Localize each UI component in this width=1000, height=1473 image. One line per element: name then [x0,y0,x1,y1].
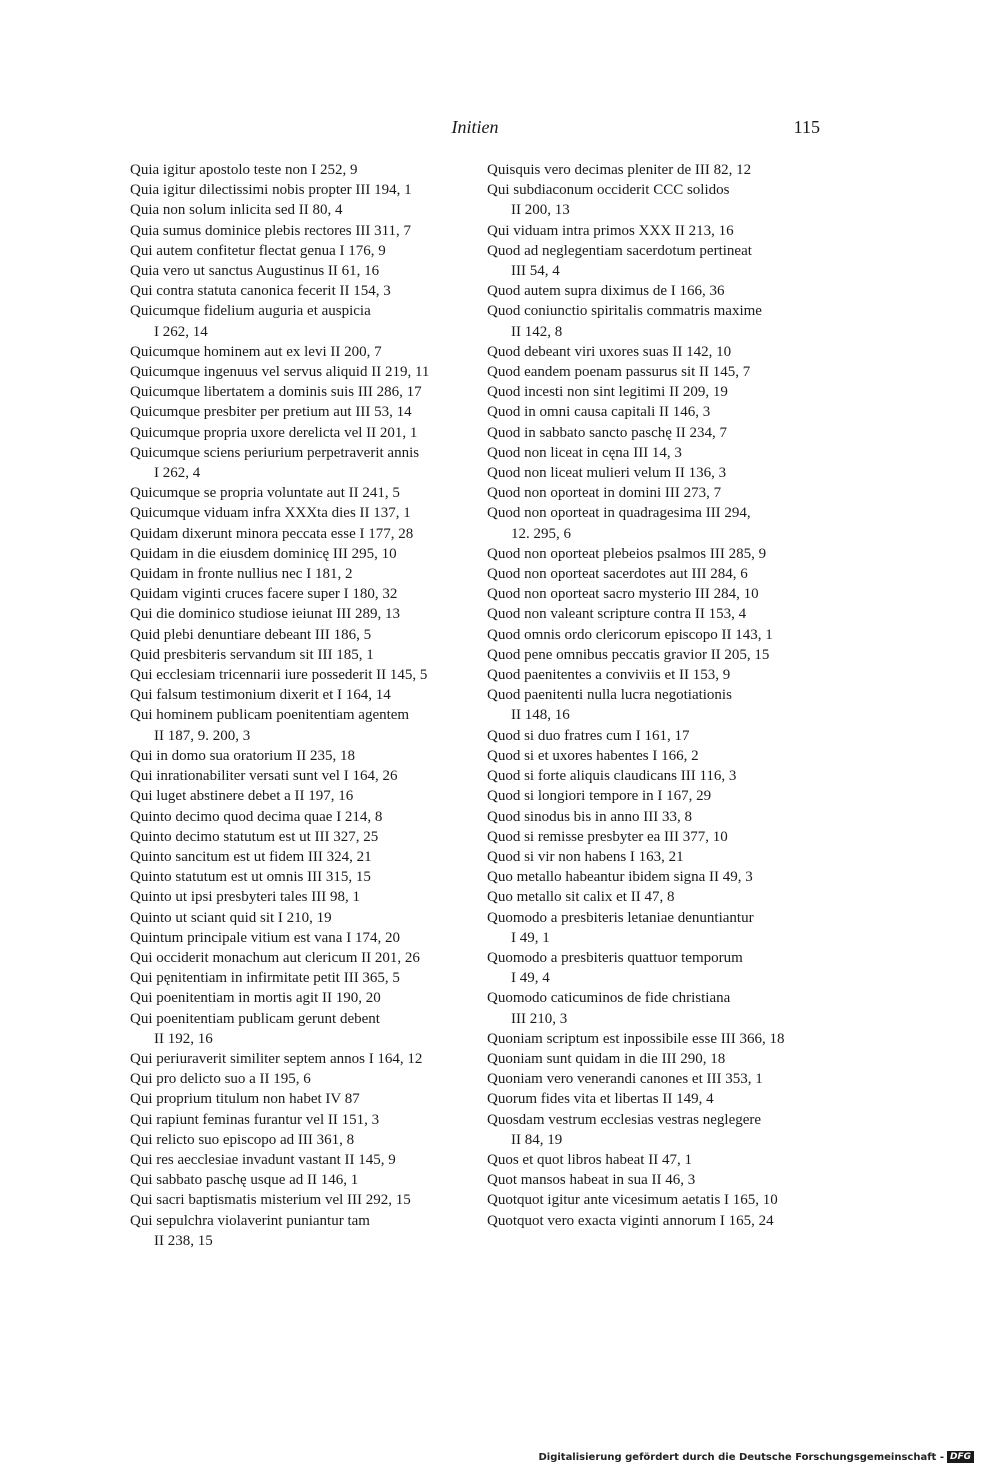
index-entry: Qui sacri baptismatis misterium vel III 292, 15 [130,1192,411,1209]
index-entry: Quod non oporteat plebeios psalmos III 285, 9 [487,545,767,562]
funding-footer [538,1451,974,1463]
index-entry: Quidam in fronte nullius nec I 181, 2 [130,566,353,583]
index-entry-continuation: III 210, 3 [511,1010,568,1027]
index-entry: Quod non oporteat in domini III 273, 7 [487,485,722,502]
index-entry-continuation: II 84, 19 [511,1131,563,1148]
index-entry: Quotquot igitur ante vicesimum aetatis I 165, 10 [487,1192,778,1209]
funding-note: Digitalisierung gefördert durch die Deutsche Forschungsgemeinschaft - [538,1451,944,1463]
index-entry-continuation: III 54, 4 [511,263,560,280]
index-entry-continuation: I 262, 14 [154,323,208,340]
index-entry: Qui subdiaconum occiderit CCC solidos [487,182,730,199]
index-entry: Quinto ut sciant quid sit I 210, 19 [130,909,332,926]
index-entry: Quicumque hominem aut ex levi II 200, 7 [130,343,382,360]
index-entry: Quomodo a presbiteris quattuor temporum [487,949,743,966]
index-entry: Quid plebi denuntiare debeant III 186, 5 [130,626,372,643]
index-entry: Quo metallo habeantur ibidem signa II 49, 3 [487,869,753,886]
index-entry-continuation: II 192, 16 [154,1030,213,1047]
index-entry: Quod debeant viri uxores suas II 142, 10 [487,343,732,360]
index-entry: Quod paenitentes a conviviis et II 153, 9 [487,667,731,684]
index-entry: Quod non valeant scripture contra II 153, 4 [487,606,747,623]
index-entry: Quod si longiori tempore in I 167, 29 [487,788,712,805]
index-entry: Quod paenitenti nulla lucra negotiationis [487,687,732,704]
index-entry: Quicumque libertatem a dominis suis III 286, 17 [130,384,422,401]
index-entry: Qui res aecclesiae invadunt vastant II 145, 9 [130,1151,396,1168]
index-entry: Quicumque fidelium auguria et auspicia [130,303,371,320]
index-entry: Quod coniunctio spiritalis commatris maxime [487,303,762,320]
index-entry: Quod in sabbato sancto paschę II 234, 7 [487,424,727,441]
running-head [130,112,820,142]
index-entry: Quicumque viduam infra XXXta dies II 137, 1 [130,505,411,522]
index-entry: Quorum fides vita et libertas II 149, 4 [487,1091,714,1108]
index-entry: Quicumque propria uxore derelicta vel II 201, 1 [130,424,418,441]
index-entry: Quoniam sunt quidam in die III 290, 18 [487,1050,726,1067]
index-entry: Quicumque ingenuus vel servus aliquid II 219, 11 [130,364,430,381]
index-entry: Qui proprium titulum non habet IV 87 [130,1091,360,1108]
index-entry: Quod in omni causa capitali II 146, 3 [487,404,711,421]
index-entry: Qui pro delicto suo a II 195, 6 [130,1071,311,1088]
index-entry: Quia non solum inlicita sed II 80, 4 [130,202,343,219]
index-column-right [487,160,832,1231]
index-entry: Quod ad neglegentiam sacerdotum pertineat [487,242,752,259]
index-entry: Quotquot vero exacta viginti annorum I 165, 24 [487,1212,774,1229]
index-entry: Quod non oporteat sacerdotes aut III 284, 6 [487,566,748,583]
index-entry-continuation: II 200, 13 [511,202,570,219]
index-entry: Quinto sancitum est ut fidem III 324, 21 [130,848,372,865]
index-entry: Quicumque presbiter per pretium aut III 53, 14 [130,404,412,421]
index-entry: Quinto statutum est ut omnis III 315, 15 [130,869,371,886]
index-entry: Quod incesti non sint legitimi II 209, 19 [487,384,728,401]
index-entry: Quinto ut ipsi presbyteri tales III 98, 1 [130,889,360,906]
index-entry: Quia igitur dilectissimi nobis propter III 194, 1 [130,182,412,199]
index-entry: Quisquis vero decimas pleniter de III 82, 12 [487,162,752,178]
index-entry: Quod si remisse presbyter ea III 377, 10 [487,828,728,845]
index-entry: Quod autem supra diximus de I 166, 36 [487,283,725,300]
index-entry: Quia igitur apostolo teste non I 252, 9 [130,162,358,178]
index-entry: Quoniam vero venerandi canones et III 353, 1 [487,1071,763,1088]
index-entry: Quia sumus dominice plebis rectores III 311, 7 [130,222,412,239]
index-entry: Quod non oporteat in quadragesima III 294, [487,505,751,522]
index-column-left [130,160,470,1251]
index-entry: Quintum principale vitium est vana I 174, 20 [130,929,400,946]
index-entry: Quod omnis ordo clericorum episcopo II 143, 1 [487,626,773,643]
index-entry: Qui sepulchra violaverint puniantur tam [130,1212,370,1229]
index-entry: Quod sinodus bis in anno III 33, 8 [487,808,692,825]
index-entry: Qui poenitentiam publicam gerunt debent [130,1010,380,1027]
index-entry: Quidam viginti cruces facere super I 180, 32 [130,586,398,603]
index-entry: Quosdam vestrum ecclesias vestras neglegere [487,1111,762,1128]
index-entry: Quid presbiteris servandum sit III 185, 1 [130,646,374,663]
index-entry: Quod non oporteat sacro mysterio III 284, 10 [487,586,759,603]
index-entry: Quidam dixerunt minora peccata esse I 177, 28 [130,525,414,542]
index-entry: Qui viduam intra primos XXX II 213, 16 [487,222,734,239]
index-entry-continuation: II 238, 15 [154,1232,213,1249]
index-entry: Qui relicto suo episcopo ad III 361, 8 [130,1131,355,1148]
index-entry-continuation: I 262, 4 [154,465,201,482]
index-entry: Quidam in die eiusdem dominicę III 295, 10 [130,545,397,562]
index-entry: Qui poenitentiam in mortis agit II 190, 20 [130,990,381,1007]
index-entry: Quod non liceat mulieri velum II 136, 3 [487,465,727,482]
index-entry: Quicumque se propria voluntate aut II 241, 5 [130,485,400,502]
index-entry: Qui periuraverit similiter septem annos I 164, 12 [130,1050,423,1067]
index-entry: Quod si et uxores habentes I 166, 2 [487,747,699,764]
index-entry: Qui rapiunt feminas furantur vel II 151, 3 [130,1111,380,1128]
index-entry-continuation: I 49, 4 [511,970,550,987]
index-entry: Qui inrationabiliter versati sunt vel I 164, 26 [130,768,398,785]
index-entry: Qui in domo sua oratorium II 235, 18 [130,747,355,764]
page-number: 115 [793,117,820,137]
index-entry: Quomodo a presbiteris letaniae denuntiantur [487,909,754,926]
index-entry: Qui hominem publicam poenitentiam agentem [130,707,410,724]
index-entry: Qui autem confitetur flectat genua I 176, 9 [130,242,386,259]
index-entry-continuation: II 187, 9. 200, 3 [154,727,251,744]
index-entry: Qui sabbato paschę usque ad II 146, 1 [130,1172,359,1189]
index-entry-continuation: II 142, 8 [511,323,563,340]
index-entry: Qui luget abstinere debet a II 197, 16 [130,788,354,805]
index-entry: Quia vero ut sanctus Augustinus II 61, 16 [130,263,380,280]
index-entry: Quod pene omnibus peccatis gravior II 205, 15 [487,646,770,663]
index-entry: Quod si duo fratres cum I 161, 17 [487,727,690,744]
index-entry: Quicumque sciens periurium perpetraverit annis [130,444,420,461]
index-entry-continuation: II 148, 16 [511,707,570,724]
index-entry: Qui pęnitentiam in infirmitate petit III 365, 5 [130,970,400,987]
index-entry-continuation: I 49, 1 [511,929,550,946]
index-entry: Qui falsum testimonium dixerit et I 164, 14 [130,687,391,704]
index-entry: Quo metallo sit calix et II 47, 8 [487,889,675,906]
index-entry: Qui occiderit monachum aut clericum II 201, 26 [130,949,420,966]
index-entry: Quod si forte aliquis claudicans III 116, 3 [487,768,737,785]
index-entry: Qui ecclesiam tricennarii iure possederit II 145, 5 [130,667,428,684]
index-entry: Qui contra statuta canonica fecerit II 154, 3 [130,283,391,300]
index-entry: Quot mansos habeat in sua II 46, 3 [487,1172,696,1189]
index-entry: Quos et quot libros habeat II 47, 1 [487,1151,692,1168]
index-entry: Quod non liceat in cęna III 14, 3 [487,444,682,461]
index-entry: Quinto decimo quod decima quae I 214, 8 [130,808,383,825]
index-entry: Quod si vir non habens I 163, 21 [487,848,684,865]
index-entry: Quoniam scriptum est inpossibile esse III 366, 18 [487,1030,785,1047]
index-entry: Quinto decimo statutum est ut III 327, 25 [130,828,379,845]
index-entry: Quod eandem poenam passurus sit II 145, 7 [487,364,751,381]
index-entry: Quomodo caticuminos de fide christiana [487,990,731,1007]
running-title: Initien [451,117,499,137]
index-entry: Qui die dominico studiose ieiunat III 289, 13 [130,606,400,623]
index-entry-continuation: 12. 295, 6 [511,525,571,542]
dfg-logo: DFG [947,1451,974,1463]
